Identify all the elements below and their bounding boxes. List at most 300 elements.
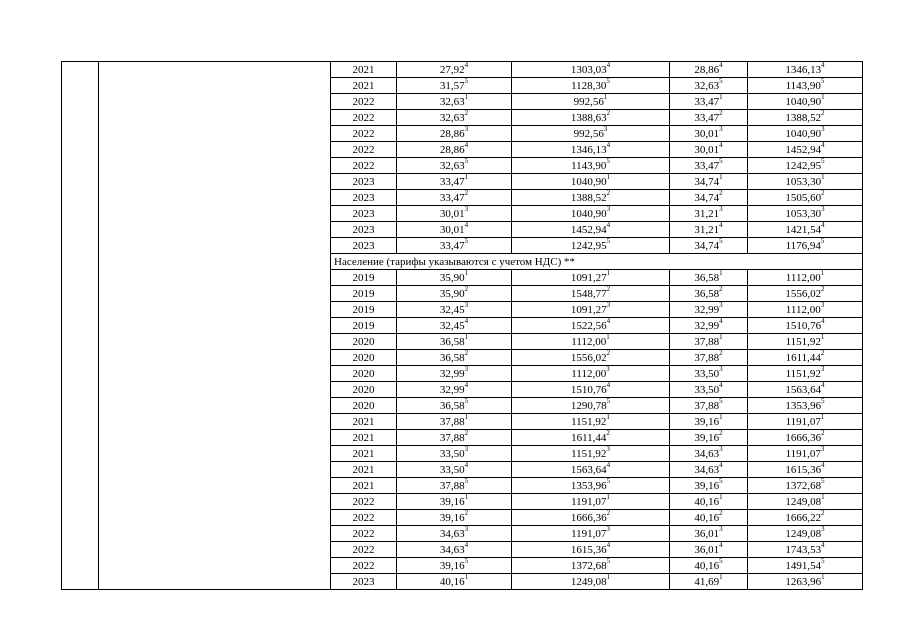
footnote-mark: 4 xyxy=(719,461,723,469)
year-cell: 2021 xyxy=(331,78,397,94)
footnote-mark: 4 xyxy=(821,221,825,229)
year-cell: 2022 xyxy=(331,494,397,510)
footnote-mark: 3 xyxy=(606,301,611,309)
value-cell-2 xyxy=(512,510,670,526)
value-text: 30,01 xyxy=(439,207,465,220)
value-cell-3 xyxy=(670,574,748,590)
value-cell-1 xyxy=(397,318,512,334)
footnote-mark: 1 xyxy=(821,93,825,101)
value-text: 1615,36 xyxy=(785,463,822,476)
value-text: 1522,56 xyxy=(570,319,607,332)
value-cell-1 xyxy=(397,78,512,94)
value-text: 35,90 xyxy=(439,271,465,284)
value-text: 36,58 xyxy=(439,351,465,364)
value-cell-1 xyxy=(397,206,512,222)
value-cell-3 xyxy=(670,446,748,462)
value-text: 34,74 xyxy=(694,239,720,252)
value-cell-1 xyxy=(397,174,512,190)
value-text: 1112,00 xyxy=(571,335,607,348)
footnote-mark: 1 xyxy=(719,413,723,421)
value-text: 1303,03 xyxy=(570,63,607,76)
value-cell-1 xyxy=(397,110,512,126)
value-cell-3 xyxy=(670,62,748,78)
footnote-mark: 4 xyxy=(719,541,723,549)
footnote-mark: 3 xyxy=(464,205,469,213)
value-text: 40,16 xyxy=(694,495,720,508)
value-cell-2 xyxy=(512,542,670,558)
value-text: 1176,94 xyxy=(785,239,821,252)
value-text: 35,90 xyxy=(439,287,465,300)
footnote-mark: 5 xyxy=(464,157,469,165)
footnote-mark: 3 xyxy=(719,205,723,213)
value-cell-4 xyxy=(748,462,863,478)
footnote-mark: 5 xyxy=(606,557,611,565)
footnote-mark: 1 xyxy=(719,173,723,181)
value-cell-4 xyxy=(748,302,863,318)
value-text: 30,01 xyxy=(694,127,720,140)
value-text: 1510,76 xyxy=(570,383,607,396)
value-cell-1 xyxy=(397,94,512,110)
value-cell-4 xyxy=(748,398,863,414)
footnote-mark: 1 xyxy=(821,173,825,181)
value-text: 1615,36 xyxy=(570,543,607,556)
value-text: 1112,00 xyxy=(785,271,821,284)
footnote-mark: 4 xyxy=(821,541,825,549)
footnote-mark: 5 xyxy=(719,557,723,565)
value-text: 34,63 xyxy=(439,527,465,540)
footnote-mark: 3 xyxy=(464,301,469,309)
footnote-mark: 1 xyxy=(606,493,610,501)
year-cell: 2022 xyxy=(331,542,397,558)
value-cell-3 xyxy=(670,414,748,430)
footnote-mark: 2 xyxy=(606,509,611,517)
value-text: 27,92 xyxy=(439,63,465,76)
year-cell: 2021 xyxy=(331,446,397,462)
footnote-mark: 4 xyxy=(464,461,469,469)
footnote-mark: 4 xyxy=(464,317,469,325)
footnote-mark: 4 xyxy=(464,381,469,389)
value-cell-2 xyxy=(512,206,670,222)
footnote-mark: 3 xyxy=(719,445,723,453)
value-cell-1 xyxy=(397,366,512,382)
year-cell: 2019 xyxy=(331,318,397,334)
value-text: 36,01 xyxy=(694,543,720,556)
value-text: 1112,00 xyxy=(785,303,821,316)
footnote-mark: 5 xyxy=(719,397,723,405)
footnote-mark: 3 xyxy=(719,365,723,373)
footnote-mark: 5 xyxy=(464,477,469,485)
footnote-mark: 2 xyxy=(719,189,723,197)
table-body xyxy=(62,62,863,590)
value-cell-4 xyxy=(748,238,863,254)
value-cell-2 xyxy=(512,558,670,574)
value-cell-1 xyxy=(397,334,512,350)
footnote-mark: 1 xyxy=(606,173,611,181)
value-text: 28,86 xyxy=(439,143,465,156)
footnote-mark: 3 xyxy=(820,301,825,309)
footnote-mark: 5 xyxy=(820,237,825,245)
footnote-mark: 5 xyxy=(821,397,825,405)
value-text: 1091,27 xyxy=(570,271,607,284)
footnote-mark: 2 xyxy=(821,509,825,517)
footnote-mark: 1 xyxy=(603,93,608,101)
value-text: 1563,64 xyxy=(785,383,822,396)
value-cell-1 xyxy=(397,62,512,78)
value-cell-1 xyxy=(397,398,512,414)
value-text: 1249,08 xyxy=(570,575,607,588)
value-cell-3 xyxy=(670,494,748,510)
footnote-mark: 3 xyxy=(719,525,723,533)
value-text: 1388,63 xyxy=(570,111,607,124)
value-text: 33,50 xyxy=(694,367,720,380)
value-cell-3 xyxy=(670,158,748,174)
value-text: 1346,13 xyxy=(570,143,607,156)
value-cell-4 xyxy=(748,174,863,190)
value-cell-2 xyxy=(512,478,670,494)
year-cell: 2022 xyxy=(331,142,397,158)
value-cell-1 xyxy=(397,382,512,398)
value-cell-4 xyxy=(748,190,863,206)
value-cell-1 xyxy=(397,542,512,558)
year-cell: 2021 xyxy=(331,430,397,446)
value-text: 39,16 xyxy=(439,559,465,572)
footnote-mark: 4 xyxy=(464,141,469,149)
value-text: 33,50 xyxy=(694,383,720,396)
value-text: 31,21 xyxy=(694,207,720,220)
value-cell-4 xyxy=(748,94,863,110)
footnote-mark: 2 xyxy=(719,509,723,517)
blank-number-column xyxy=(62,62,99,590)
footnote-mark: 2 xyxy=(464,349,469,357)
value-text: 36,58 xyxy=(694,271,720,284)
year-cell: 2022 xyxy=(331,558,397,574)
value-text: 32,63 xyxy=(694,79,720,92)
value-cell-4 xyxy=(748,430,863,446)
footnote-mark: 4 xyxy=(719,221,723,229)
footnote-mark: 1 xyxy=(820,269,825,277)
value-cell-3 xyxy=(670,302,748,318)
value-cell-2 xyxy=(512,238,670,254)
value-text: 1452,94 xyxy=(785,143,822,156)
value-text: 1666,36 xyxy=(570,511,607,524)
footnote-mark: 5 xyxy=(606,397,611,405)
value-text: 1353,96 xyxy=(785,399,822,412)
value-text: 1151,92 xyxy=(571,415,607,428)
footnote-mark: 2 xyxy=(464,285,469,293)
value-cell-1 xyxy=(397,574,512,590)
year-cell: 2022 xyxy=(331,158,397,174)
value-cell-4 xyxy=(748,558,863,574)
value-text: 32,99 xyxy=(694,319,720,332)
value-text: 39,16 xyxy=(694,479,720,492)
value-text: 1143,90 xyxy=(785,79,821,92)
value-cell-3 xyxy=(670,286,748,302)
value-cell-4 xyxy=(748,350,863,366)
value-cell-1 xyxy=(397,414,512,430)
value-text: 32,99 xyxy=(439,367,465,380)
footnote-mark: 4 xyxy=(821,381,825,389)
footnote-mark: 4 xyxy=(464,61,469,69)
value-text: 28,86 xyxy=(439,127,465,140)
value-cell-4 xyxy=(748,382,863,398)
footnote-mark: 2 xyxy=(719,109,723,117)
value-text: 32,63 xyxy=(439,111,465,124)
value-cell-4 xyxy=(748,526,863,542)
value-cell-1 xyxy=(397,126,512,142)
value-text: 1510,76 xyxy=(785,319,822,332)
footnote-mark: 3 xyxy=(821,125,825,133)
footnote-mark: 3 xyxy=(464,365,469,373)
value-text: 1666,36 xyxy=(785,431,822,444)
value-text: 1242,95 xyxy=(570,239,607,252)
year-cell: 2021 xyxy=(331,478,397,494)
footnote-mark: 1 xyxy=(719,573,723,581)
value-text: 1128,30 xyxy=(571,79,607,92)
value-cell-3 xyxy=(670,222,748,238)
footnote-mark: 1 xyxy=(606,573,611,581)
footnote-mark: 1 xyxy=(606,413,610,421)
value-cell-4 xyxy=(748,318,863,334)
value-cell-2 xyxy=(512,270,670,286)
footnote-mark: 4 xyxy=(606,141,611,149)
value-text: 33,47 xyxy=(694,95,720,108)
footnote-mark: 2 xyxy=(606,349,611,357)
footnote-mark: 4 xyxy=(719,381,723,389)
value-cell-1 xyxy=(397,270,512,286)
value-text: 1290,78 xyxy=(570,399,607,412)
value-text: 1388,52 xyxy=(570,191,607,204)
value-text: 1372,68 xyxy=(570,559,607,572)
value-text: 1353,96 xyxy=(570,479,607,492)
value-text: 1191,07 xyxy=(785,415,821,428)
value-cell-2 xyxy=(512,62,670,78)
value-text: 32,99 xyxy=(694,303,720,316)
value-cell-2 xyxy=(512,574,670,590)
footnote-mark: 2 xyxy=(606,189,611,197)
footnote-mark: 5 xyxy=(719,477,723,485)
value-text: 1249,08 xyxy=(785,527,822,540)
footnote-mark: 3 xyxy=(820,365,825,373)
year-cell: 2023 xyxy=(331,190,397,206)
value-text: 31,21 xyxy=(694,223,720,236)
value-text: 1242,95 xyxy=(785,159,822,172)
value-cell-4 xyxy=(748,542,863,558)
value-cell-1 xyxy=(397,494,512,510)
value-cell-2 xyxy=(512,318,670,334)
footnote-mark: 5 xyxy=(821,157,825,165)
value-cell-3 xyxy=(670,174,748,190)
footnote-mark: 1 xyxy=(719,269,723,277)
footnote-mark: 1 xyxy=(821,493,825,501)
value-cell-3 xyxy=(670,430,748,446)
value-cell-4 xyxy=(748,222,863,238)
footnote-mark: 5 xyxy=(719,157,723,165)
footnote-mark: 5 xyxy=(821,557,825,565)
value-cell-2 xyxy=(512,94,670,110)
value-cell-1 xyxy=(397,302,512,318)
value-text: 40,16 xyxy=(439,575,465,588)
footnote-mark: 3 xyxy=(464,525,469,533)
value-text: 40,16 xyxy=(694,511,720,524)
footnote-mark: 2 xyxy=(606,285,611,293)
value-text: 1611,44 xyxy=(785,351,821,364)
footnote-mark: 2 xyxy=(821,285,825,293)
value-cell-2 xyxy=(512,350,670,366)
value-text: 41,69 xyxy=(694,575,720,588)
value-text: 992,56 xyxy=(573,95,604,108)
value-cell-4 xyxy=(748,494,863,510)
year-cell: 2022 xyxy=(331,526,397,542)
value-cell-3 xyxy=(670,190,748,206)
value-text: 1611,44 xyxy=(571,431,607,444)
value-cell-4 xyxy=(748,126,863,142)
value-cell-3 xyxy=(670,526,748,542)
value-cell-2 xyxy=(512,158,670,174)
value-text: 36,01 xyxy=(694,527,720,540)
value-text: 34,63 xyxy=(439,543,465,556)
year-cell: 2020 xyxy=(331,398,397,414)
footnote-mark: 5 xyxy=(606,77,610,85)
footnote-mark: 3 xyxy=(606,525,610,533)
value-text: 32,63 xyxy=(439,159,465,172)
value-cell-1 xyxy=(397,222,512,238)
value-cell-3 xyxy=(670,206,748,222)
value-cell-2 xyxy=(512,126,670,142)
year-cell: 2023 xyxy=(331,174,397,190)
value-cell-2 xyxy=(512,382,670,398)
year-cell: 2023 xyxy=(331,222,397,238)
value-text: 1151,92 xyxy=(785,335,821,348)
value-cell-3 xyxy=(670,126,748,142)
value-text: 39,16 xyxy=(439,511,465,524)
value-cell-2 xyxy=(512,366,670,382)
value-text: 1548,77 xyxy=(570,287,607,300)
value-text: 1421,54 xyxy=(785,223,822,236)
footnote-mark: 1 xyxy=(820,413,825,421)
footnote-mark: 1 xyxy=(464,413,469,421)
value-text: 1040,90 xyxy=(570,207,607,220)
footnote-mark: 5 xyxy=(719,77,723,85)
value-text: 1666,22 xyxy=(785,511,822,524)
footnote-mark: 3 xyxy=(603,125,608,133)
value-cell-2 xyxy=(512,430,670,446)
footnote-mark: 4 xyxy=(821,461,825,469)
value-cell-2 xyxy=(512,446,670,462)
footnote-mark: 2 xyxy=(464,509,469,517)
footnote-mark: 1 xyxy=(821,573,825,581)
value-cell-3 xyxy=(670,350,748,366)
footnote-mark: 2 xyxy=(821,109,825,117)
footnote-mark: 4 xyxy=(719,141,723,149)
value-text: 37,88 xyxy=(694,351,720,364)
value-cell-4 xyxy=(748,334,863,350)
value-cell-3 xyxy=(670,270,748,286)
year-cell: 2023 xyxy=(331,238,397,254)
footnote-mark: 5 xyxy=(821,477,825,485)
footnote-mark: 1 xyxy=(464,173,469,181)
value-cell-4 xyxy=(748,574,863,590)
value-text: 1556,02 xyxy=(785,287,822,300)
value-text: 33,50 xyxy=(439,447,465,460)
value-cell-1 xyxy=(397,142,512,158)
year-cell: 2023 xyxy=(331,574,397,590)
value-cell-2 xyxy=(512,110,670,126)
value-text: 39,16 xyxy=(694,431,720,444)
value-text: 33,47 xyxy=(439,175,465,188)
value-text: 1151,92 xyxy=(785,367,821,380)
value-text: 1452,94 xyxy=(570,223,607,236)
value-text: 33,50 xyxy=(439,463,465,476)
footnote-mark: 2 xyxy=(464,109,469,117)
footnote-mark: 2 xyxy=(820,349,825,357)
value-text: 1040,90 xyxy=(785,127,822,140)
blank-consumer-column xyxy=(99,62,331,590)
footnote-mark: 4 xyxy=(464,221,469,229)
value-cell-3 xyxy=(670,94,748,110)
footnote-mark: 3 xyxy=(821,205,825,213)
footnote-mark: 5 xyxy=(464,237,469,245)
value-cell-1 xyxy=(397,462,512,478)
value-cell-1 xyxy=(397,526,512,542)
value-text: 34,74 xyxy=(694,191,720,204)
value-text: 33,47 xyxy=(694,159,720,172)
value-cell-3 xyxy=(670,558,748,574)
footnote-mark: 2 xyxy=(821,429,825,437)
footnote-mark: 5 xyxy=(464,77,469,85)
value-text: 1191,07 xyxy=(785,447,821,460)
value-text: 1191,07 xyxy=(571,495,607,508)
value-cell-3 xyxy=(670,238,748,254)
value-cell-4 xyxy=(748,62,863,78)
footnote-mark: 3 xyxy=(606,445,610,453)
value-text: 1091,27 xyxy=(570,303,607,316)
value-text: 33,47 xyxy=(439,191,465,204)
year-cell: 2022 xyxy=(331,94,397,110)
footnote-mark: 1 xyxy=(719,333,723,341)
value-cell-2 xyxy=(512,302,670,318)
value-cell-1 xyxy=(397,238,512,254)
footnote-mark: 5 xyxy=(606,157,610,165)
footnote-mark: 1 xyxy=(820,333,825,341)
footnote-mark: 1 xyxy=(464,333,469,341)
year-cell: 2019 xyxy=(331,286,397,302)
footnote-mark: 1 xyxy=(719,93,723,101)
value-text: 30,01 xyxy=(694,143,720,156)
value-text: 34,63 xyxy=(694,447,720,460)
year-cell: 2020 xyxy=(331,334,397,350)
value-cell-2 xyxy=(512,526,670,542)
footnote-mark: 3 xyxy=(719,125,723,133)
value-cell-3 xyxy=(670,334,748,350)
value-text: 992,56 xyxy=(573,127,604,140)
value-text: 39,16 xyxy=(694,415,720,428)
year-cell: 2019 xyxy=(331,270,397,286)
value-cell-3 xyxy=(670,318,748,334)
value-cell-3 xyxy=(670,78,748,94)
value-text: 1743,53 xyxy=(785,543,822,556)
value-text: 36,58 xyxy=(439,399,465,412)
footnote-mark: 3 xyxy=(820,445,825,453)
value-text: 30,01 xyxy=(439,223,465,236)
footnote-mark: 4 xyxy=(606,221,611,229)
footnote-mark: 2 xyxy=(719,429,723,437)
value-cell-3 xyxy=(670,462,748,478)
value-cell-1 xyxy=(397,558,512,574)
value-text: 1372,68 xyxy=(785,479,822,492)
value-cell-3 xyxy=(670,382,748,398)
value-cell-2 xyxy=(512,398,670,414)
value-cell-2 xyxy=(512,174,670,190)
